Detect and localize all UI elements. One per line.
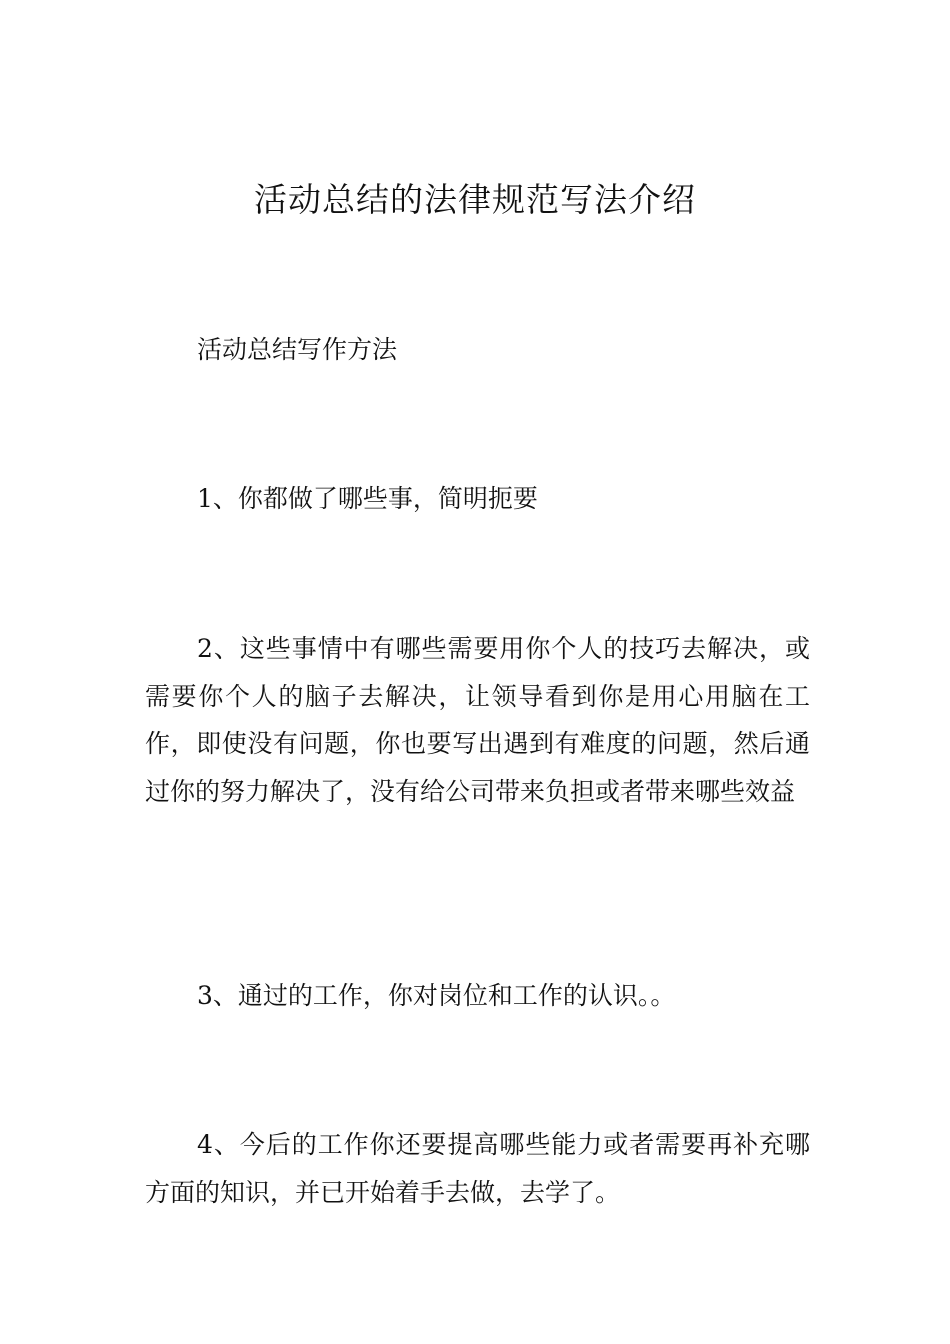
- section-heading: 活动总结写作方法: [197, 335, 398, 364]
- document-title: 活动总结的法律规范写法介绍: [254, 180, 696, 219]
- list-item: 3、通过的工作，你对岗位和工作的认识。。: [197, 981, 676, 1010]
- list-item: 4、今后的工作你还要提高哪些能力或者需要再补充哪方面的知识，并已开始着手去做，去学了。: [145, 1130, 810, 1207]
- list-item: 1、你都做了哪些事，简明扼要: [197, 484, 538, 513]
- list-item: 2、这些事情中有哪些需要用你个人的技巧去解决，或需要你个人的脑子去解决，让领导看到你是用心用脑在工作，即使没有问题，你也要写出遇到有难度的问题，然后通过你的努力解决了，没有给公司带来负担或者带来哪些效益: [145, 634, 810, 806]
